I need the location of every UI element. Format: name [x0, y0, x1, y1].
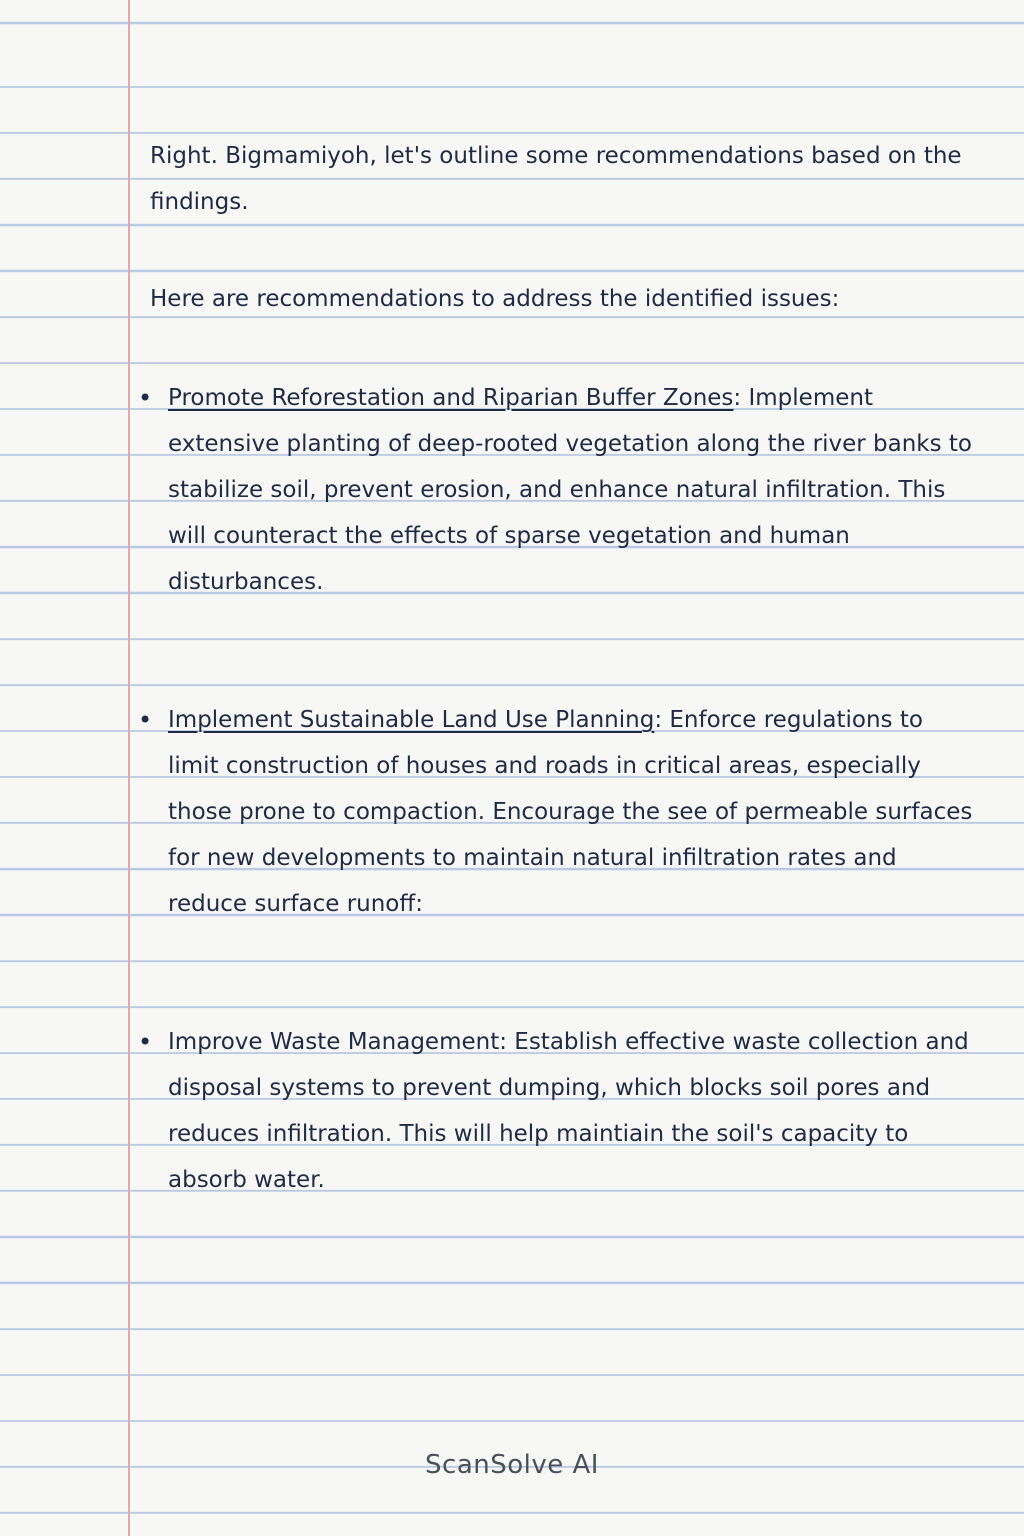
recommendation-item: [136, 1019, 976, 1203]
intro-text: Right. Bigmamiyoh, let's outline some recommendations based on the findings.: [150, 143, 962, 215]
recommendation-title: Implement Sustainable Land Use Planning: [168, 707, 655, 733]
bullet-icon: •: [138, 384, 153, 412]
recommendation-title: Promote Reforestation and Riparian Buffer Zones: [168, 385, 734, 411]
recommendation-item: [136, 697, 976, 927]
recommendation-separator: :: [733, 385, 749, 411]
scansolve-watermark: ScanSolve AI: [425, 1450, 599, 1480]
recommendation-body: Establish effective waste collection and disposal systems to prevent dumping, which blocks soil pores and reduces infiltration. This will help maintiain the soil's capacity to absorb water.: [168, 1029, 969, 1193]
recommendation-item: [136, 375, 976, 605]
bullet-icon: •: [138, 706, 153, 734]
lead-text: Here are recommendations to address the identified issues:: [150, 286, 840, 312]
recommendation-list: [136, 375, 976, 1295]
bullet-icon: •: [138, 1028, 153, 1056]
recommendation-separator: :: [499, 1029, 515, 1055]
recommendation-title-plain: Improve Waste Management: [168, 1029, 500, 1055]
recommendation-body: Implement extensive planting of deep-rooted vegetation along the river banks to stabilize soil, prevent erosion, and enhance natural infiltration. This will counteract the effects of sparse vegetation and human disturbances.: [168, 385, 973, 595]
margin-line: [128, 0, 130, 1536]
recommendation-separator: :: [654, 707, 670, 733]
recommendation-body: Enforce regulations to limit construction of houses and roads in critical areas, especially those prone to compaction. Encourage the see of permeable surfaces for new developments to maintain natural infiltration rates and reduce surface runoff:: [168, 707, 973, 917]
